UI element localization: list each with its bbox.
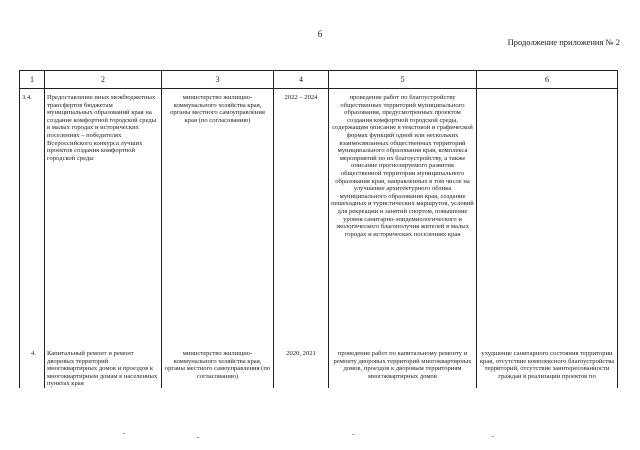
executor-cell [162, 344, 274, 388]
column-number: 1 [20, 71, 45, 89]
table-row [20, 344, 618, 388]
expected-result: проведение работ по капитальному ремонту и ремонту дворовых территорий многоквартирных домов, проездов к дворовым территориям многоквартирных домов [333, 350, 472, 380]
measure-name-cell [45, 89, 162, 345]
expected-result-cell [329, 344, 477, 388]
expected-result-cell [329, 89, 477, 345]
row-number: 3.4. [22, 94, 32, 101]
measure-name: Предоставление иных межбюджетных трансфертов бюджетам муниципальных образований края на создание комфортной городской среды в малых городах и исторических поселениях – победителях Всероссийского конкурса лучших проектов создания комфортной городской среды [47, 94, 157, 162]
scan-speck [492, 436, 494, 437]
expected-result: проведение работ по благоустройству общественных территорий муниципального образования, предусмотренных проектом создания комфортной городской среды, содержащим описание в текстовой и графической формах функций одной или нескольких взаимосвязанных общественных территорий муниципального образования края, комплекса мероприятий по их благоустройству, а также описание прогнозируемого развития общественной территории муниципального образования края, направленных в том числе на улучшение архитектурного облика муниципального образования края, создание пешеходных и туристических маршрутов, условий для рекреации и занятий спортом, повышение уровня санитарно-эпидемиологического и экологического благополучия жителей в малых городах и исторических поселениях края [331, 94, 474, 238]
program-measures-table [19, 70, 618, 388]
appendix-continuation-label: Продолжение приложения № 2 [507, 37, 620, 47]
years: 2020, 2021 [286, 350, 316, 357]
scan-speck [352, 434, 354, 435]
consequences-cell [477, 89, 618, 345]
column-number: 3 [162, 71, 274, 89]
measure-name: Капитальный ремонт и ремонт дворовых территорий многоквартирных домов и проездов к многоквартирным домам в населенных пунктах края [47, 350, 158, 388]
executor: министерство жилищно-коммунального хозяйства края, органы местного самоуправления края (по согласованию) [170, 94, 265, 124]
measure-name-cell [45, 344, 162, 388]
scan-speck [197, 437, 199, 438]
row-number-cell [20, 344, 45, 388]
row-number: 4. [31, 350, 36, 357]
table-row [20, 89, 618, 345]
column-number-row [20, 71, 618, 89]
column-number: 6 [477, 71, 618, 89]
executor-cell [162, 89, 274, 345]
executor: министерство жилищно-коммунального хозяйства края, органы местного самоуправления (по согласованию) [164, 350, 271, 380]
row-number-cell [20, 89, 45, 345]
consequences-cell [477, 344, 618, 388]
scan-speck [123, 433, 125, 434]
page-number: 6 [317, 29, 323, 39]
column-number: 2 [45, 71, 162, 89]
years-cell [274, 344, 329, 388]
years-cell [274, 89, 329, 345]
column-number: 5 [329, 71, 477, 89]
consequences: ухудшение санитарного состояния территории края, отсутствие комплексного благоустройства территорий, отсутствие заинтересованности граждан в реализации проектов по [479, 350, 615, 380]
years: 2022 – 2024 [284, 94, 318, 101]
column-number: 4 [274, 71, 329, 89]
